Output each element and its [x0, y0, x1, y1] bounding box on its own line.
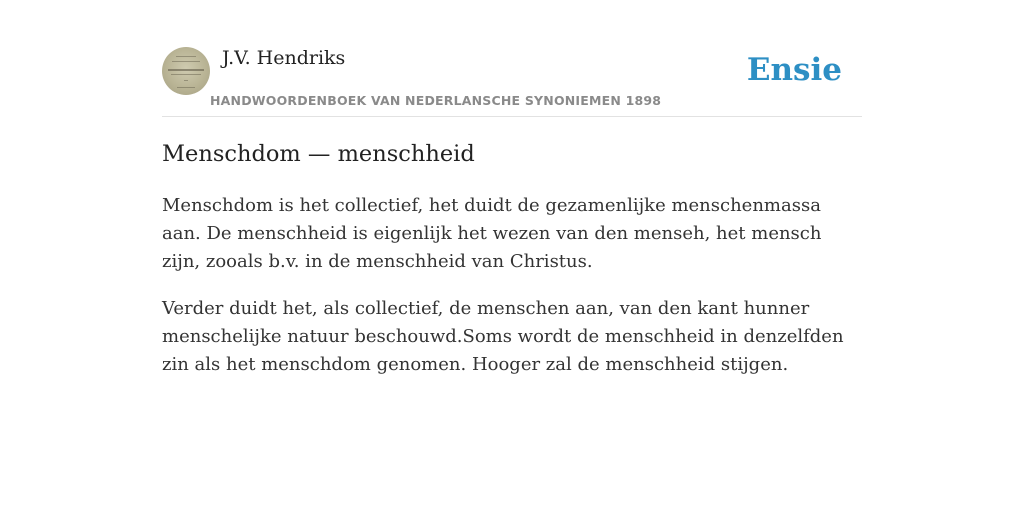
brand-logo[interactable]: Ensie	[746, 52, 842, 88]
entry-header	[162, 46, 862, 117]
entry-paragraph: Menschdom is het collectief, het duidt de gezamenlijke menschenmassa aan. De menschheid is eigenlijk het wezen van den menseh, het mensch zijn, zooals b.v. in de menschheid van Christus.	[162, 195, 822, 272]
entry-body	[162, 192, 862, 398]
entry-title: Menschdom — menschheid	[162, 141, 475, 167]
entry-paragraph: Verder duidt het, als collectief, de menschen aan, van den kant hunner menschelijke natuur beschouwd.Soms wordt de menschheid in denzelfden zin als het menschdom genomen. Hooger zal de menschheid stijgen.	[162, 298, 844, 375]
book-cover-avatar[interactable]	[162, 47, 210, 95]
author-name[interactable]: J.V. Hendriks	[222, 47, 346, 69]
source-title[interactable]: HANDWOORDENBOEK VAN NEDERLANSCHE SYNONIEMEN 1898	[210, 93, 662, 108]
